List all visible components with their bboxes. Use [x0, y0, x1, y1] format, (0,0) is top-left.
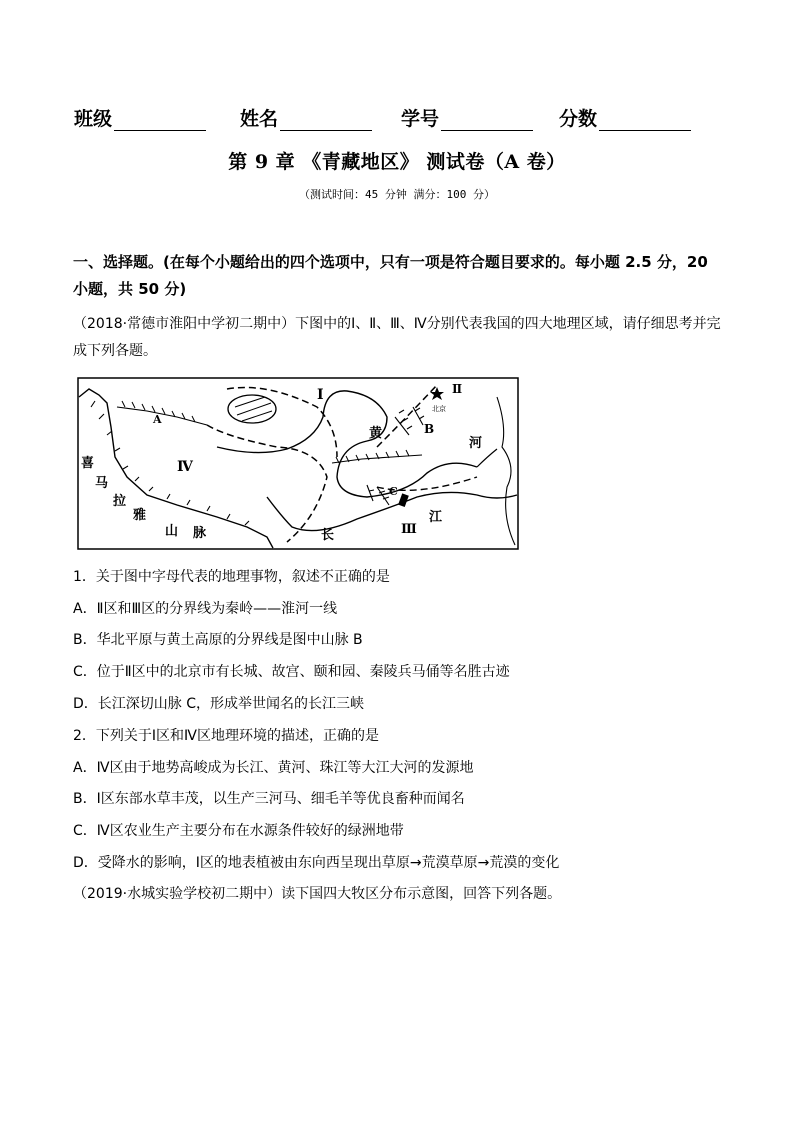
- name-blank[interactable]: [280, 112, 372, 131]
- label-huang: 黄: [369, 426, 383, 441]
- label-he: 河: [469, 436, 483, 451]
- question-1-option-a[interactable]: A．Ⅱ区和Ⅲ区的分界线为秦岭——淮河一线: [73, 601, 338, 617]
- question-2-stem: 2．下列关于Ⅰ区和Ⅳ区地理环境的描述，正确的是: [73, 728, 379, 744]
- group-intro-1: （2018·常德市淮阳中学初二期中）下图中的Ⅰ、Ⅱ、Ⅲ、Ⅳ分别代表我国的四大地理区域，请仔细思考并完成下列各题。: [73, 316, 721, 359]
- question-2-option-c[interactable]: C．Ⅳ区农业生产主要分布在水源条件较好的绿洲地带: [73, 823, 404, 839]
- question-1-option-d[interactable]: D．长江深切山脉 C，形成举世闻名的长江三峡: [73, 696, 365, 712]
- score-field: 分数: [559, 104, 691, 131]
- label-region-4: Ⅳ: [177, 459, 193, 475]
- label-c: C: [389, 485, 398, 498]
- score-blank[interactable]: [599, 112, 691, 131]
- label-region-3: Ⅲ: [401, 522, 417, 537]
- page-title: 第 9 章 《青藏地区》 测试卷（A 卷）: [228, 151, 566, 173]
- label-xi: 喜: [81, 456, 95, 471]
- question-1-option-c[interactable]: C．位于Ⅱ区中的北京市有长城、故宫、颐和园、秦陵兵马俑等名胜古迹: [73, 664, 510, 680]
- label-ma: 马: [95, 476, 109, 491]
- section-heading: 一、选择题。(在每个小题给出的四个选项中，只有一项是符合题目要求的。每小题 2.5 分，20 小题，共 50 分): [73, 253, 708, 298]
- label-b: B: [424, 422, 435, 436]
- group-intro-2: （2019·水城实验学校初二期中）读下国四大牧区分布示意图，回答下列各题。: [73, 886, 562, 902]
- page-subtitle: （测试时间：45 分钟 满分：100 分）: [299, 188, 495, 201]
- class-field: 班级: [74, 104, 206, 131]
- label-beijing: 北京: [432, 405, 446, 413]
- label-a: A: [153, 413, 162, 426]
- label-chang: 长: [321, 528, 335, 543]
- class-blank[interactable]: [114, 112, 206, 131]
- region-map-figure: [77, 377, 519, 550]
- question-2-option-a[interactable]: A．Ⅳ区由于地势高峻成为长江、黄河、珠江等大江大河的发源地: [73, 760, 474, 776]
- student-id-field: 学号: [401, 104, 533, 131]
- label-region-2: Ⅱ: [452, 382, 463, 396]
- region-map-svg: [77, 377, 519, 550]
- question-1-option-b[interactable]: B．华北平原与黄土高原的分界线是图中山脉 B: [73, 632, 363, 648]
- label-ya: 雅: [133, 508, 147, 523]
- question-2-option-d[interactable]: D．受降水的影响，Ⅰ区的地表植被由东向西呈现出草原→荒漠草原→荒漠的变化: [73, 855, 560, 871]
- question-2-option-b[interactable]: B．Ⅰ区东部水草丰茂，以生产三河马、细毛羊等优良畜种而闻名: [73, 791, 465, 807]
- label-la: 拉: [113, 494, 127, 509]
- student-info-header: [74, 104, 734, 130]
- label-jiang: 江: [429, 510, 443, 525]
- label-shan: 山: [165, 524, 179, 539]
- student-id-blank[interactable]: [441, 112, 533, 131]
- label-mai: 脉: [193, 526, 207, 541]
- label-region-1: Ⅰ: [317, 387, 324, 403]
- question-1-stem: 1．关于图中字母代表的地理事物，叙述不正确的是: [73, 569, 390, 585]
- name-field: 姓名: [240, 104, 372, 131]
